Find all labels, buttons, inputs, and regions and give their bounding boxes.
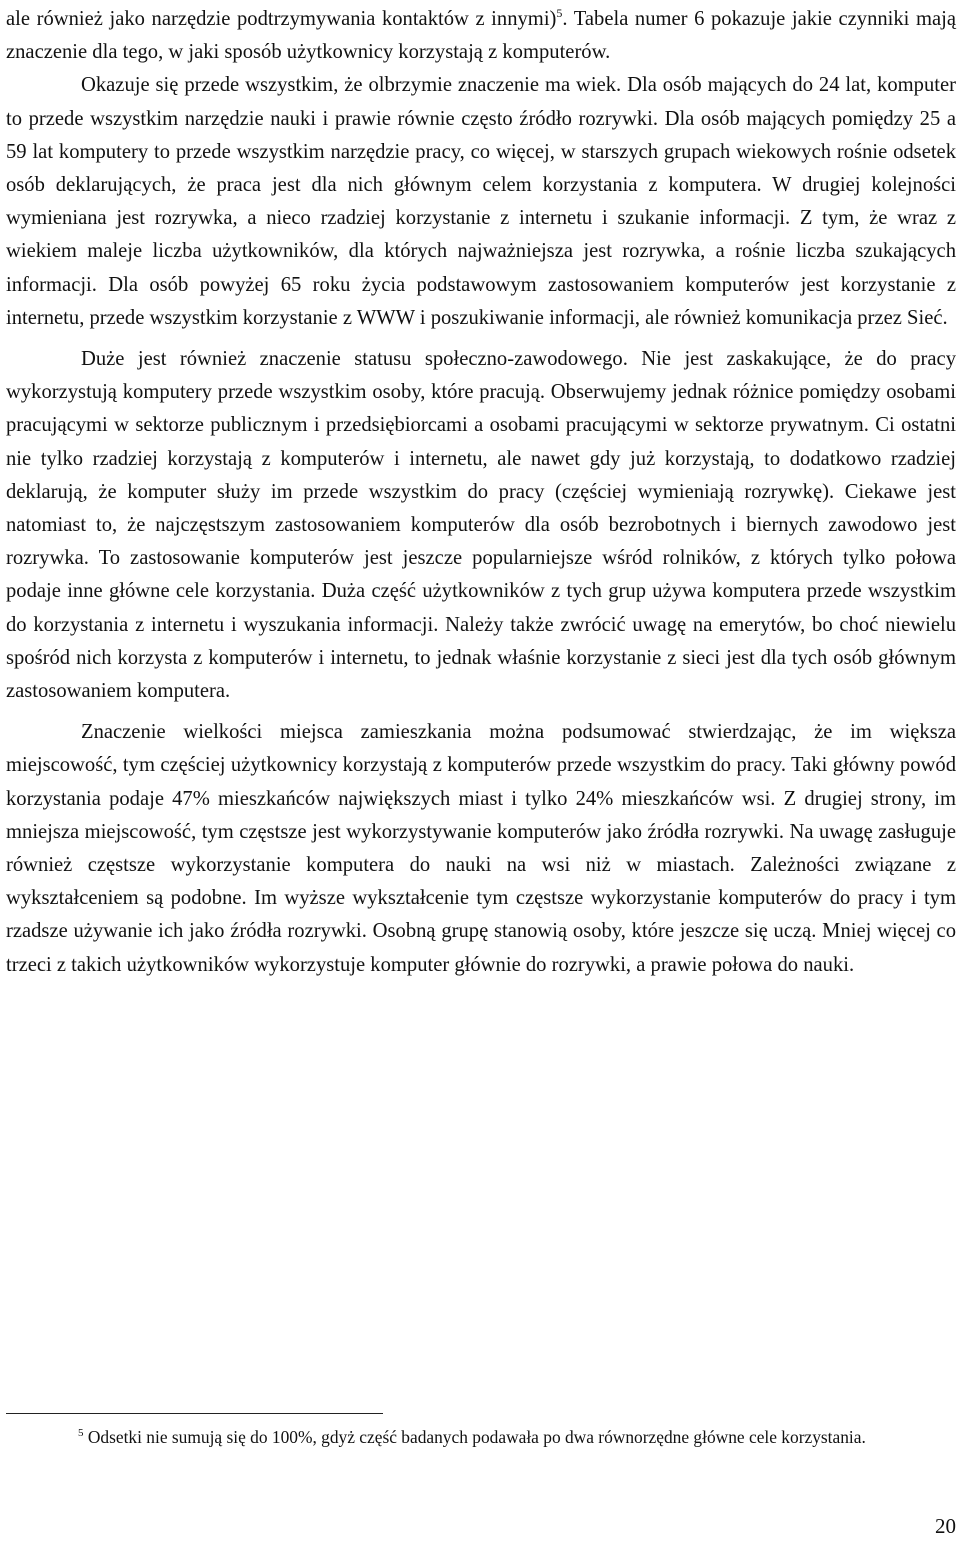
page-number: 20	[935, 1514, 956, 1538]
document-body	[6, 0, 956, 982]
paragraph-socio-professional-status: Duże jest również znaczenie statusu społeczno-zawodowego. Nie jest zaskakujące, że do pracy wykorzystują komputery przede wszystkim osoby, które pracują. Obserwujemy jednak różnice pomiędzy osobami pracującymi w sektorze publicznym i przedsiębiorcami a osobami pracującymi w sektorze prywatnym. Ci ostatni nie tylko rzadziej korzystają z komputerów i internetu, ale nawet gdy już korzystają, to dodatkowo rzadziej deklarują, że komputer służy im przede wszystkim do pracy (częściej wymieniają rozrywkę). Ciekawe jest natomiast to, że najczęstszym zastosowaniem komputerów dla osób bezrobotnych i biernych zawodowo jest rozrywka. To zastosowanie komputerów jest jeszcze popularniejsze wśród rolników, z których tylko połowa podaje inne główne cele korzystania. Duża część użytkowników z tych grup używa komputera przede wszystkim do korzystania z internetu i wyszukania informacji. Należy także zwrócić uwagę na emerytów, bo choć niewielu spośród nich korzysta z komputerów i internetu, to jednak właśnie korzystanie z sieci jest dla tych osób głównym zastosowaniem komputera.	[6, 348, 956, 703]
paragraph-text: . Tabela numer 6 pokazuje jakie czynniki mają znaczenie dla tego, w jaki sposób użytkownicy korzystają z komputerów.	[6, 8, 957, 64]
footnote-separator	[6, 1413, 383, 1414]
paragraph-text: ale również jako narzędzie podtrzymywania kontaktów z innymi)	[6, 8, 557, 30]
paragraph-continuation	[6, 3, 956, 69]
footnote-text: Odsetki nie sumują się do 100%, gdyż część badanych podawała po dwa równorzędne główne cele korzystania.	[83, 1427, 866, 1447]
footnote-number: 5	[78, 1427, 84, 1440]
paragraph-age: Okazuje się przede wszystkim, że olbrzymie znaczenie ma wiek. Dla osób mających do 24 lat, komputer to przede wszystkim narzędzie nauki i prawie równie często źródło rozrywki. Dla osób mających pomiędzy 25 a 59 lat komputery to przede wszystkim narzędzie pracy, co więcej, w starszych grupach wiekowych rośnie odsetek osób deklarujących, że praca jest dla nich głównym celem korzystania z komputera. W drugiej kolejności wymieniana jest rozrywka, a nieco rzadziej korzystanie z internetu i szukanie informacji. Z tym, że wraz z wiekiem maleje liczba użytkowników, dla których najważniejsza jest rozrywka, a rośnie liczba szukających informacji. Dla osób powyżej 65 roku życia podstawowym zastosowaniem komputerów jest korzystanie z internetu, przede wszystkim korzystanie z WWW i poszukiwanie informacji, ale również komunikacja przez Sieć.	[6, 74, 956, 329]
paragraph-place-of-residence: Znaczenie wielkości miejsca zamieszkania można podsumować stwierdzając, że im większa miejscowość, tym częściej użytkownicy korzystają z komputerów przede wszystkim do pracy. Taki główny powód korzystania podaje 47% mieszkańców największych miast i tylko 24% mieszkańców wsi. Z drugiej strony, im mniejsza miejscowość, tym częstsze jest wykorzystywanie komputerów jako źródła rozrywki. Na uwagę zasługuje również częstsze wykorzystanie komputera do nauki na wsi niż w miastach. Zależności związane z wykształceniem są podobne. Im wyższe wykształcenie tym częstsze wykorzystanie komputerów do pracy i tym rzadsze używanie ich jako źródła rozrywki. Osobną grupę stanowią osoby, które jeszcze się uczą. Mniej więcej co trzeci z takich użytkowników wykorzystuje komputer głównie do rozrywki, a prawie połowa do nauki.	[6, 721, 956, 976]
footnote-reference: 5	[556, 6, 563, 21]
footnote	[6, 1424, 956, 1450]
